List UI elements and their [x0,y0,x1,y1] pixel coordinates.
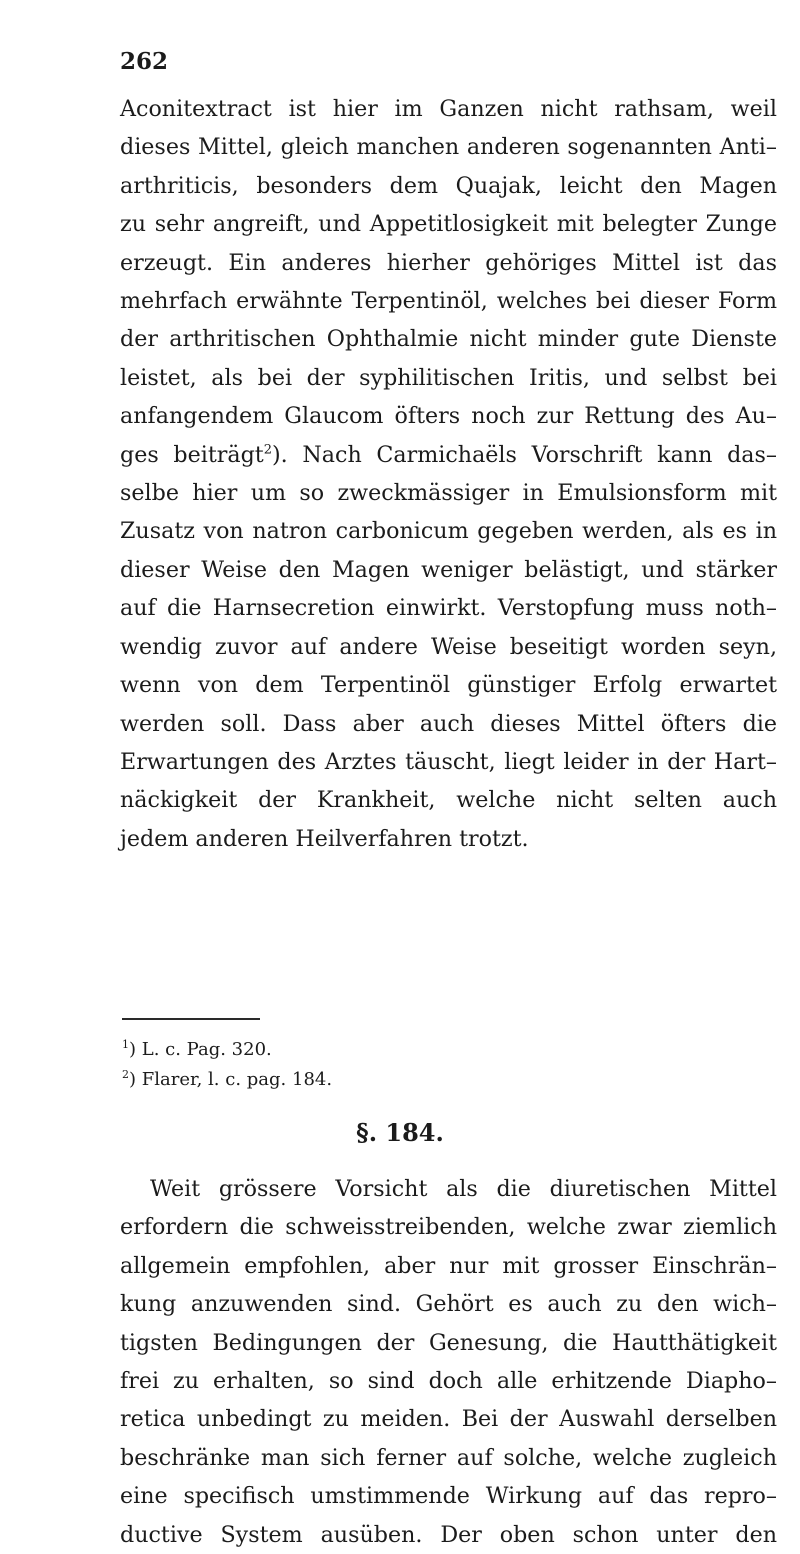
section-heading: §. 184. [356,1118,444,1147]
text-line: ductive System ausüben. Der oben schon unter den [120,1521,777,1548]
text-line: Weit grössere Vorsicht als die diuretischen Mittel [150,1176,777,1202]
text-line: eine specifisch umstimmende Wirkung auf das repro– [120,1483,777,1510]
text-line: werden soll. Dass aber auch dieses Mittel öfters die [120,710,777,737]
text-line: der arthritischen Ophthalmie nicht minder gute Dienste [120,326,777,353]
text-line: allgemein empfohlen, aber nur mit grosser Einschrän– [120,1252,777,1279]
page-number: 262 [120,48,169,75]
text-line: näckigkeit der Krankheit, welche nicht selten auch [120,787,777,814]
footnote-marker: 2 [122,1068,129,1081]
text-line: mehrfach erwähnte Terpentinöl, welches bei dieser Form [120,288,777,315]
text-line: zu sehr angreift, und Appetitlosigkeit mit belegter Zunge [120,211,777,238]
footnote-text: ) Flarer, l. c. pag. 184. [129,1069,333,1090]
footnotes [122,1035,722,1095]
text-line: wendig zuvor auf andere Weise beseitigt worden seyn, [120,633,777,660]
text-line: selbe hier um so zweckmässiger in Emulsionsform mit [120,480,777,507]
text-line: leistet, als bei der syphilitischen Iritis, und selbst bei [120,364,777,391]
text-line: dieser Weise den Magen weniger belästigt, und stärker [120,556,777,583]
text-line: kung anzuwenden sind. Gehört es auch zu den wich– [120,1291,777,1318]
footnote-1 [122,1035,722,1065]
text-line: arthriticis, besonders dem Quajak, leicht den Magen [120,172,777,199]
text-line: Zusatz von natron carbonicum gegeben werden, als es in [120,518,777,545]
text-line: tigsten Bedingungen der Genesung, die Hautthätigkeit [120,1329,777,1356]
footnote-2 [122,1065,722,1095]
text-line: dieses Mittel, gleich manchen anderen sogenannten Anti– [120,134,777,161]
text-segment: ). Nach Carmichaëls Vorschrift kann das– [271,441,777,468]
footnote-marker: 1 [122,1038,129,1051]
text-line: jedem anderen Heilverfahren trotzt. [120,825,529,852]
paragraph-2 [120,1170,777,1554]
text-line-with-footnote-ref [120,436,777,474]
text-line: frei zu erhalten, so sind doch alle erhitzende Diapho– [120,1368,777,1395]
text-line: Erwartungen des Arztes täuscht, liegt leider in der Hart– [120,748,777,775]
text-line: anfangendem Glaucom öfters noch zur Rettung des Au– [120,403,777,430]
text-line: retica unbedingt zu meiden. Bei der Auswahl derselben [120,1406,777,1433]
text-line: beschränke man sich ferner auf solche, welche zugleich [120,1444,777,1471]
text-line: wenn von dem Terpentinöl günstiger Erfolg erwartet [120,672,777,699]
footnote-divider [122,1018,260,1020]
footnote-text: ) L. c. Pag. 320. [129,1039,272,1060]
text-line: auf die Harnsecretion einwirkt. Verstopfung muss noth– [120,595,777,622]
text-segment: ges beiträgt [120,441,264,468]
footnote-ref: 2 [263,442,272,458]
text-line: erfordern die schweisstreibenden, welche zwar ziemlich [120,1214,777,1241]
text-line: erzeugt. Ein anderes hierher gehöriges Mittel ist das [120,249,777,276]
text-line: Aconitextract ist hier im Ganzen nicht rathsam, weil [120,96,777,122]
paragraph-1 [120,90,777,858]
